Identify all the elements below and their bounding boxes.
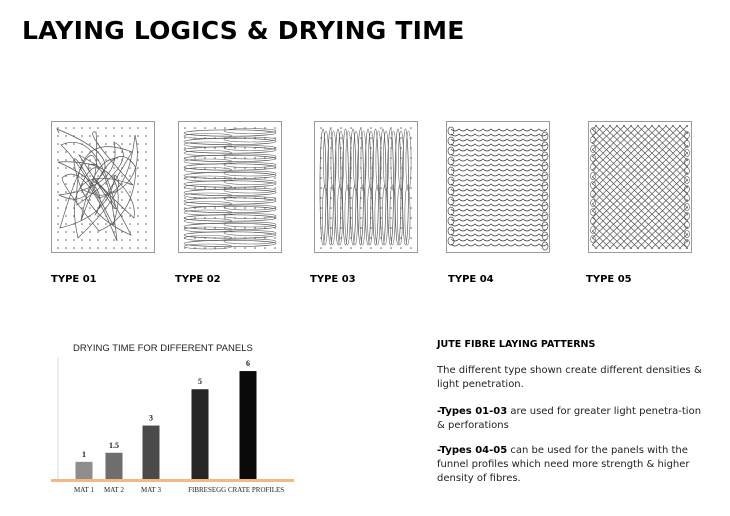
type-02-label: TYPE 02: [175, 274, 221, 285]
category-label: MAT 1: [74, 486, 94, 494]
info-types-04-05: [437, 444, 703, 486]
category-label: EGG CRATE PROFILES: [211, 486, 285, 494]
type-05-pattern: [588, 121, 692, 253]
info-types-04-05-bold: -Types 04-05: [437, 445, 508, 456]
bar-value-label: 5: [198, 377, 202, 387]
chart-title: DRYING TIME FOR DIFFERENT PANELS: [73, 343, 253, 354]
bar-mat-1: [76, 462, 93, 480]
type-01-label: TYPE 01: [51, 274, 97, 285]
type-04-pattern: [446, 121, 550, 253]
bar-egg-crate-profiles: [240, 371, 257, 480]
drying-time-chart: [48, 356, 318, 502]
type-03-pattern: [314, 121, 418, 253]
type-02-pattern: [178, 121, 282, 253]
info-types-01-03-bold: -Types 01-03: [437, 406, 508, 417]
type-01-pattern: [51, 121, 155, 253]
category-label: MAT 2: [104, 486, 124, 494]
bar-mat-2: [106, 453, 123, 480]
bar-value-label: 1.5: [109, 440, 119, 450]
category-label: FIBRES: [188, 486, 212, 494]
info-heading: JUTE FIBRE LAYING PATTERNS: [437, 339, 596, 350]
bar-value-label: 6: [246, 359, 250, 369]
type-05-label: TYPE 05: [586, 274, 632, 285]
info-types-01-03-text: are used for greater light penetra-tion & perforations: [437, 406, 702, 431]
bar-value-label: 1: [82, 449, 86, 459]
bar-value-label: 3: [149, 413, 153, 423]
info-types-04-05-text: can be used for the panels with the funnel profiles which need more strength & higher density of fibres.: [437, 445, 690, 484]
info-intro: The different type shown create different densities & light penetration.: [437, 365, 702, 390]
bar-fibres: [192, 389, 209, 480]
category-label: MAT 3: [141, 486, 161, 494]
type-04-label: TYPE 04: [448, 274, 494, 285]
info-types-01-03: [437, 405, 703, 433]
page-title: LAYING LOGICS & DRYING TIME: [22, 16, 465, 45]
type-03-label: TYPE 03: [310, 274, 356, 285]
bar-mat-3: [143, 426, 160, 480]
